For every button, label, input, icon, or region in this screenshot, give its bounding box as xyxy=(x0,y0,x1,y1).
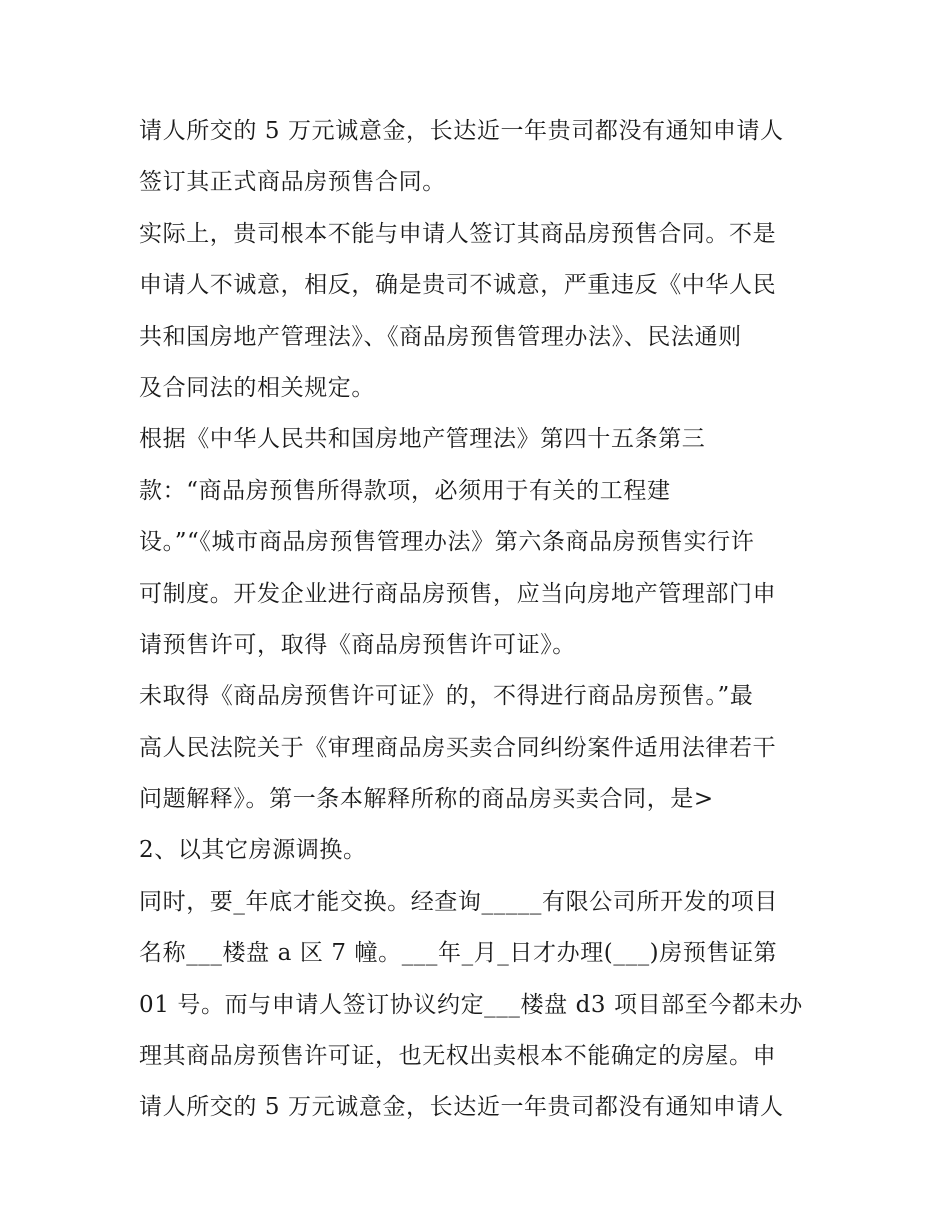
text-line: 01 号。而与申请人签订协议约定___楼盘 d3 项目部至今都未办 xyxy=(139,991,803,1018)
text-line: 设。”“《城市商品房预售管理办法》第六条商品房预售实行许 xyxy=(139,529,755,556)
text-line: 签订其正式商品房预售合同。 xyxy=(139,169,446,196)
text-line: 根据《中华人民共和国房地产管理法》第四十五条第三 xyxy=(139,426,706,453)
text-line: 共和国房地产管理法》、《商品房预售管理办法》、民法通则 xyxy=(139,323,742,350)
text-line: 2、以其它房源调换。 xyxy=(139,837,367,864)
text-line: 理其商品房预售许可证，也无权出卖根本不能确定的房屋。申 xyxy=(139,1043,777,1070)
text-line: 可制度。开发企业进行商品房预售，应当向房地产管理部门申 xyxy=(139,580,777,607)
text-line: 实际上，贵司根本不能与申请人签订其商品房预售合同。不是 xyxy=(139,220,777,247)
text-line: 名称___楼盘 a 区 7 幢。___年_月_日才办理(___)房预售证第 xyxy=(139,940,778,967)
text-line: 高人民法院关于《审理商品房买卖合同纠纷案件适用法律若干 xyxy=(139,734,777,761)
text-line: 问题解释》。第一条本解释所称的商品房买卖合同，是> xyxy=(139,786,714,813)
text-line: 同时，要_年底才能交换。经查询_____有限公司所开发的项目 xyxy=(139,888,778,915)
text-line: 及合同法的相关规定。 xyxy=(139,374,375,401)
text-line: 款：“商品房预售所得款项，必须用于有关的工程建 xyxy=(139,477,671,504)
text-line: 申请人不诚意，相反，确是贵司不诚意，严重违反《中华人民 xyxy=(139,272,777,299)
text-line: 请人所交的 5 万元诚意金，长达近一年贵司都没有通知申请人 xyxy=(139,1094,784,1121)
body-text xyxy=(139,106,829,1134)
text-line: 请人所交的 5 万元诚意金，长达近一年贵司都没有通知申请人 xyxy=(139,118,784,144)
text-line: 请预售许可，取得《商品房预售许可证》。 xyxy=(139,631,576,658)
text-line: 未取得《商品房预售许可证》的，不得进行商品房预售。”最 xyxy=(139,683,754,710)
